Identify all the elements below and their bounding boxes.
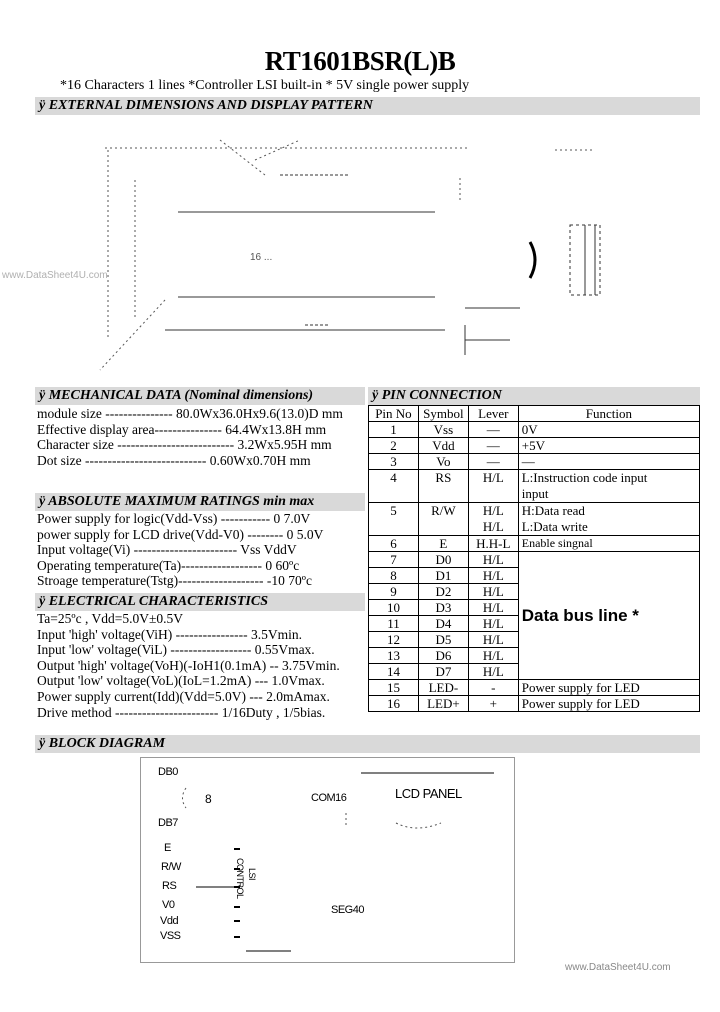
pin-level: H/L: [468, 552, 518, 568]
electrical-line: Drive method ----------------------- 1/16Duty , 1/5bias.: [37, 704, 326, 720]
pin-function: 0V: [518, 422, 699, 438]
pin-function: Power supply for LED: [518, 696, 699, 712]
section-block-diagram: ÿ BLOCK DIAGRAM: [35, 735, 700, 753]
pin-symbol: D5: [418, 632, 468, 648]
pin-no: 1: [369, 422, 419, 438]
pin-function: Power supply for LED: [518, 680, 699, 696]
label-signal-v0: V0: [162, 899, 175, 911]
table-row: [369, 470, 700, 503]
electrical-list: [37, 611, 367, 720]
pin-no: 6: [369, 536, 419, 552]
electrical-line: Input 'high' voltage(ViH) ---------------- 3.5Vmin.: [37, 626, 302, 642]
section-absolute-ratings: ÿ ABSOLUTE MAXIMUM RATINGS min max: [35, 493, 365, 511]
electrical-line: Ta=25ºc , Vdd=5.0V±0.5V: [37, 611, 183, 626]
pin-no: 7: [369, 552, 419, 568]
label-signal-rs: RS: [162, 880, 177, 892]
drawing-label: 16 ...: [250, 252, 273, 263]
pin-symbol: E: [418, 536, 468, 552]
pin-symbol: D0: [418, 552, 468, 568]
absolute-line: Stroage temperature(Tstg)------------------- -10 70ºc: [37, 573, 312, 589]
electrical-line: Output 'low' voltage(VoL)(IoL=1.2mA) --- 1.0Vmax.: [37, 673, 325, 689]
pin-function-line: input: [521, 486, 549, 501]
pin-no: 9: [369, 584, 419, 600]
label-control: CONTROL: [235, 858, 245, 899]
pin-symbol: Vss: [418, 422, 468, 438]
pin-no: 10: [369, 600, 419, 616]
label-com: COM16: [311, 792, 347, 804]
block-diagram: [140, 757, 515, 963]
pin-no: 16: [369, 696, 419, 712]
table-row: [369, 680, 700, 696]
pin-no: 14: [369, 664, 419, 680]
pin-level: H/L: [468, 568, 518, 584]
pin-symbol: LED-: [418, 680, 468, 696]
electrical-line: Input 'low' voltage(ViL) ------------------ 0.55Vmax.: [37, 642, 315, 658]
electrical-line: Power supply current(Idd)(Vdd=5.0V) --- 2.0mAmax.: [37, 688, 330, 704]
pin-function: [518, 503, 699, 536]
pin-level-line: H/L: [482, 503, 504, 518]
mechanical-line: module size --------------- 80.0Wx36.0Hx9.6(13.0)D mm: [37, 406, 343, 421]
pin-no: 8: [369, 568, 419, 584]
pin-level: H/L: [468, 664, 518, 680]
pin-table: [368, 405, 700, 712]
pin-symbol: D1: [418, 568, 468, 584]
section-pin-connection: ÿ PIN CONNECTION: [368, 387, 700, 405]
pin-level: +: [468, 696, 518, 712]
pin-symbol: Vo: [418, 454, 468, 470]
pin-function: [518, 470, 699, 503]
mechanical-line: Dot size --------------------------- 0.60Wx0.70H mm: [37, 452, 311, 468]
label-db0: DB0: [158, 766, 178, 778]
pin-level-line: H/L: [482, 519, 504, 534]
label-signal-e: E: [164, 842, 171, 854]
pin-level: —: [468, 454, 518, 470]
pin-level: —: [468, 438, 518, 454]
section-mechanical-data: ÿ MECHANICAL DATA (Nominal dimensions): [35, 387, 365, 405]
header-level: Lever: [468, 406, 518, 422]
pin-level: [468, 503, 518, 536]
pin-no: 2: [369, 438, 419, 454]
pin-symbol: D2: [418, 584, 468, 600]
pin-no: 15: [369, 680, 419, 696]
pin-table-header: [369, 406, 700, 422]
pin-function-line: L:Instruction code input: [521, 470, 648, 485]
pin-symbol: D7: [418, 664, 468, 680]
pin-level: H/L: [468, 648, 518, 664]
table-row: [369, 454, 700, 470]
pin-no: 13: [369, 648, 419, 664]
pin-no: 5: [369, 503, 419, 536]
pin-function-line: L:Data write: [521, 519, 588, 534]
pin-level: H/L: [468, 600, 518, 616]
mechanical-line: Effective display area--------------- 64.4Wx13.8H mm: [37, 421, 327, 437]
pin-level: H/L: [468, 470, 518, 503]
label-db7: DB7: [158, 817, 178, 829]
header-symbol: Symbol: [418, 406, 468, 422]
label-seg: SEG40: [331, 904, 364, 916]
table-row: [369, 422, 700, 438]
pin-symbol: R/W: [418, 503, 468, 536]
page-title: RT1601BSR(L)B: [264, 46, 456, 76]
pin-level: H/L: [468, 616, 518, 632]
pin-symbol: D3: [418, 600, 468, 616]
header-pin-no: Pin No: [369, 406, 419, 422]
table-row: [369, 536, 700, 552]
pin-level: H/L: [468, 584, 518, 600]
pin-level: H/L: [468, 632, 518, 648]
section-electrical: ÿ ELECTRICAL CHARACTERISTICS: [35, 593, 365, 611]
mechanical-list: [37, 406, 367, 468]
pin-symbol: RS: [418, 470, 468, 503]
section-external-dimensions: ÿ EXTERNAL DIMENSIONS AND DISPLAY PATTERN: [35, 97, 700, 115]
absolute-line: Power supply for logic(Vdd-Vss) ----------- 0 7.0V: [37, 511, 311, 526]
pin-no: 3: [369, 454, 419, 470]
table-row: [369, 552, 700, 568]
label-signal-rw: R/W: [161, 861, 181, 873]
pin-level: —: [468, 422, 518, 438]
pin-no: 12: [369, 632, 419, 648]
data-bus-label: Data bus line *: [518, 552, 699, 680]
pin-no: 4: [369, 470, 419, 503]
table-row: [369, 438, 700, 454]
pin-function: Enable singnal: [518, 536, 699, 552]
watermark-left: www.DataSheet4U.com: [2, 270, 108, 281]
watermark-bottom: www.DataSheet4U.com: [565, 962, 671, 973]
label-bus-width: 8: [205, 792, 212, 806]
table-row: [369, 503, 700, 536]
absolute-line: power supply for LCD drive(Vdd-V0) -------- 0 5.0V: [37, 526, 324, 542]
label-signal-vdd: Vdd: [160, 915, 179, 927]
pin-symbol: LED+: [418, 696, 468, 712]
pin-function: +5V: [518, 438, 699, 454]
page-subtitle: *16 Characters 1 lines *Controller LSI built-in * 5V single power supply: [60, 78, 470, 93]
absolute-line: Input voltage(Vi) ----------------------- Vss VddV: [37, 542, 297, 558]
label-signal-vss: VSS: [160, 930, 181, 942]
pin-function: —: [518, 454, 699, 470]
mechanical-line: Character size -------------------------- 3.2Wx5.95H mm: [37, 437, 332, 453]
pin-level: -: [468, 680, 518, 696]
pin-symbol: Vdd: [418, 438, 468, 454]
absolute-list: [37, 511, 367, 589]
electrical-line: Output 'high' voltage(VoH)(-IoH1(0.1mA) -- 3.75Vmin.: [37, 657, 340, 673]
dimension-drawing: [90, 130, 610, 380]
pin-symbol: D6: [418, 648, 468, 664]
pin-function-line: H:Data read: [521, 503, 585, 518]
label-lsi: LSI: [247, 868, 257, 881]
header-function: Function: [518, 406, 699, 422]
pin-symbol: D4: [418, 616, 468, 632]
pin-no: 11: [369, 616, 419, 632]
table-row: [369, 696, 700, 712]
label-lcd-panel: LCD PANEL: [395, 786, 462, 801]
pin-level: H.H-L: [468, 536, 518, 552]
absolute-line: Operating temperature(Ta)------------------ 0 60ºc: [37, 557, 300, 573]
